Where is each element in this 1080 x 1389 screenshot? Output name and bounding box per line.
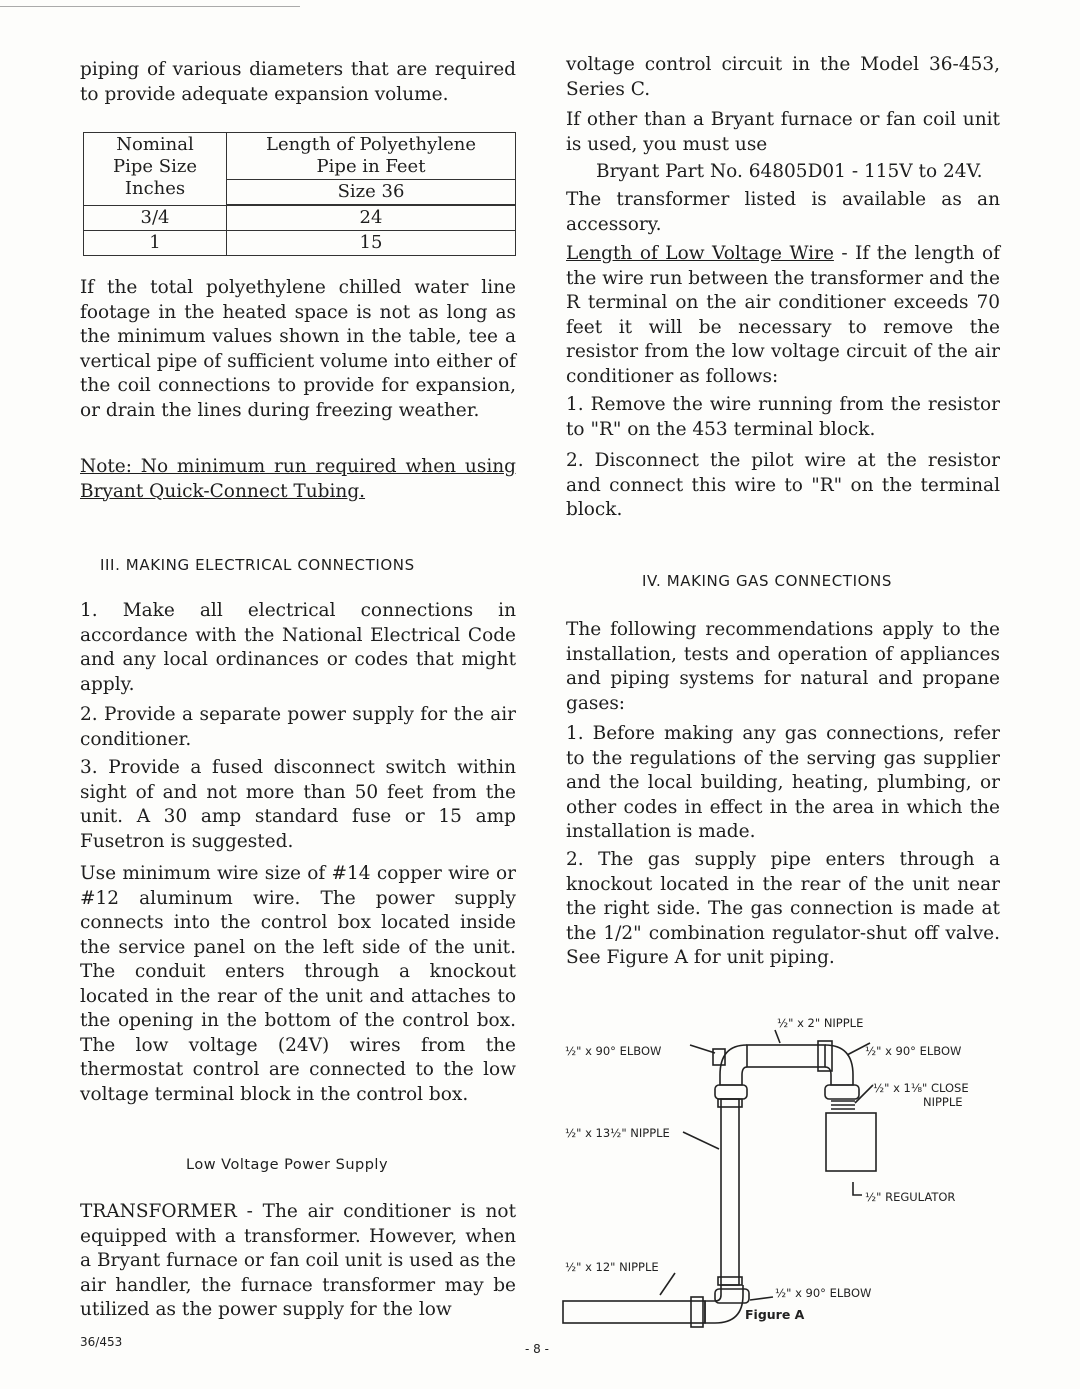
close-nipple-threads (831, 1101, 855, 1109)
right-elbow-shape (825, 1045, 853, 1085)
left-elbow-collar (715, 1085, 747, 1099)
table-header-line: Nominal (116, 134, 194, 155)
label-close-nipple: ½" x 1⅛" CLOSE (873, 1081, 969, 1095)
label-top-nipple: ½" x 2" NIPPLE (777, 1016, 864, 1030)
table-cell-size: 1 (84, 231, 227, 256)
gas-step-2: 2. The gas supply pipe enters through a knockout located in the rear of the unit near the right side. The gas connection is made at the 1/2" combination regulator-shut off valve. See Figure A for unit piping. (566, 849, 1000, 968)
wire-size-paragraph: Use minimum wire size of #14 copper wire or #12 aluminum wire. The power supply connects into the control box located inside the service panel on the left side of the unit. The conduit enters through a knockout located in the rear of the unit and attaches to the opening in the bottom of the control box. The low voltage (24V) wires from the thermostat control are connected to the low voltage terminal block in the control box. (80, 863, 516, 1105)
footer-model: 36/453 (80, 1335, 123, 1349)
label-close-nipple-line2: NIPPLE (923, 1095, 963, 1109)
top-nipple-pipe (747, 1045, 825, 1067)
electrical-item-2: 2. Provide a separate power supply for the air conditioner. (80, 704, 516, 750)
table-cell-length: 24 (227, 206, 516, 231)
accessory-paragraph: The transformer listed is available as an accessory. (566, 189, 1000, 235)
bottom-horizontal-nipple (563, 1301, 705, 1323)
intro-paragraph: piping of various diameters that are required to provide adequate expansion volume. (80, 59, 516, 105)
table-header-line: Inches (124, 178, 186, 199)
table-cell-length: 15 (227, 231, 516, 256)
part-number-line: Bryant Part No. 64805D01 - 115V to 24V. (596, 161, 983, 182)
gas-intro-paragraph: The following recommendations apply to the installation, tests and operation of appliances and piping systems for natural and propane gases: (566, 619, 1000, 714)
table-row (84, 231, 516, 256)
label-right-elbow: ½" x 90° ELBOW (865, 1044, 962, 1058)
table-header-size: Size 36 (227, 180, 516, 205)
continuation-paragraph: voltage control circuit in the Model 36-453, Series C. (566, 54, 1000, 100)
label-low-nipple: ½" x 12" NIPPLE (565, 1260, 659, 1274)
leader-mid-nipple (683, 1132, 719, 1149)
expansion-paragraph: If the total polyethylene chilled water line footage in the heated space is not as long as the minimum values shown in the table, tee a vertical pipe of sufficient volume into either of the coil connections to provide for expansion, or drain the lines during freezing weather. (80, 277, 516, 421)
table-cell-size: 3/4 (84, 206, 227, 231)
figure-caption: Figure A (745, 1307, 805, 1322)
table-header-line: Pipe in Feet (316, 156, 426, 177)
resistor-step-2: 2. Disconnect the pilot wire at the resistor and connect this wire to "R" on the terminal block. (566, 450, 1000, 520)
gas-step-1: 1. Before making any gas connections, refer to the regulations of the serving gas supplier and the local building, heating, plumbing, or other codes in effect in the area in which the installation is made. (566, 723, 1000, 842)
right-elbow-collar (825, 1085, 859, 1099)
wire-length-paragraph (566, 242, 1000, 389)
table-header-line: Length of Polyethylene (266, 134, 476, 155)
wire-length-text: - If the length of the wire run between the transformer and the R terminal on the air conditioner exceeds 70 feet it will be necessary to remove the resistor from the low voltage circuit of the air conditioner as follows: (566, 243, 1000, 387)
leader-close-nipple (855, 1085, 873, 1103)
electrical-item-3: 3. Provide a fused disconnect switch within sight of and not more than 50 feet from the unit. A 30 amp standard fuse or 15 amp Fusetron is suggested. (80, 757, 516, 852)
leader-regulator (853, 1182, 862, 1195)
bottom-elbow-collar (715, 1289, 749, 1303)
bottom-elbow-shape (705, 1285, 743, 1323)
resistor-step-1: 1. Remove the wire running from the resistor to "R" on the 453 terminal block. (566, 394, 1000, 440)
figure-a-piping-diagram (555, 1005, 1015, 1330)
leader-top-nipple (775, 1030, 780, 1043)
leader-low-nipple (660, 1273, 675, 1295)
label-regulator: ½" REGULATOR (865, 1190, 956, 1204)
regulator-box (826, 1113, 876, 1171)
table-row (84, 206, 516, 231)
section-3-heading: III. MAKING ELECTRICAL CONNECTIONS (100, 556, 415, 574)
table-header-length (227, 133, 516, 180)
table-header-pipe-size (84, 133, 227, 206)
label-mid-nipple: ½" x 13½" NIPPLE (565, 1126, 670, 1140)
low-voltage-subheading: Low Voltage Power Supply (186, 1157, 389, 1173)
pipe-size-table (83, 132, 516, 256)
electrical-item-1: 1. Make all electrical connections in accordance with the National Electrical Code and any local ordinances or codes that might apply. (80, 600, 516, 695)
leader-low-elbow (750, 1297, 773, 1300)
vertical-nipple-pipe (721, 1099, 739, 1285)
table-row (84, 133, 516, 180)
label-left-elbow: ½" x 90° ELBOW (565, 1044, 662, 1058)
section-4-heading: IV. MAKING GAS CONNECTIONS (642, 572, 892, 590)
table-header-line: Pipe Size (113, 156, 197, 177)
other-unit-paragraph: If other than a Bryant furnace or fan coil unit is used, you must use (566, 109, 1000, 155)
note-paragraph: Note: No minimum run required when using Bryant Quick-Connect Tubing. (80, 456, 516, 502)
top-edge-rule (0, 6, 300, 7)
leader-left-elbow (690, 1045, 715, 1053)
wire-length-label: Length of Low Voltage Wire (566, 243, 834, 264)
transformer-paragraph: TRANSFORMER - The air conditioner is not equipped with a transformer. However, when a Bryant furnace or fan coil unit is used as the air handler, the furnace transformer may be utilized as the power supply for the low (80, 1201, 516, 1320)
footer-page-number: - 8 - (525, 1342, 549, 1356)
label-low-elbow: ½" x 90° ELBOW (775, 1286, 872, 1300)
